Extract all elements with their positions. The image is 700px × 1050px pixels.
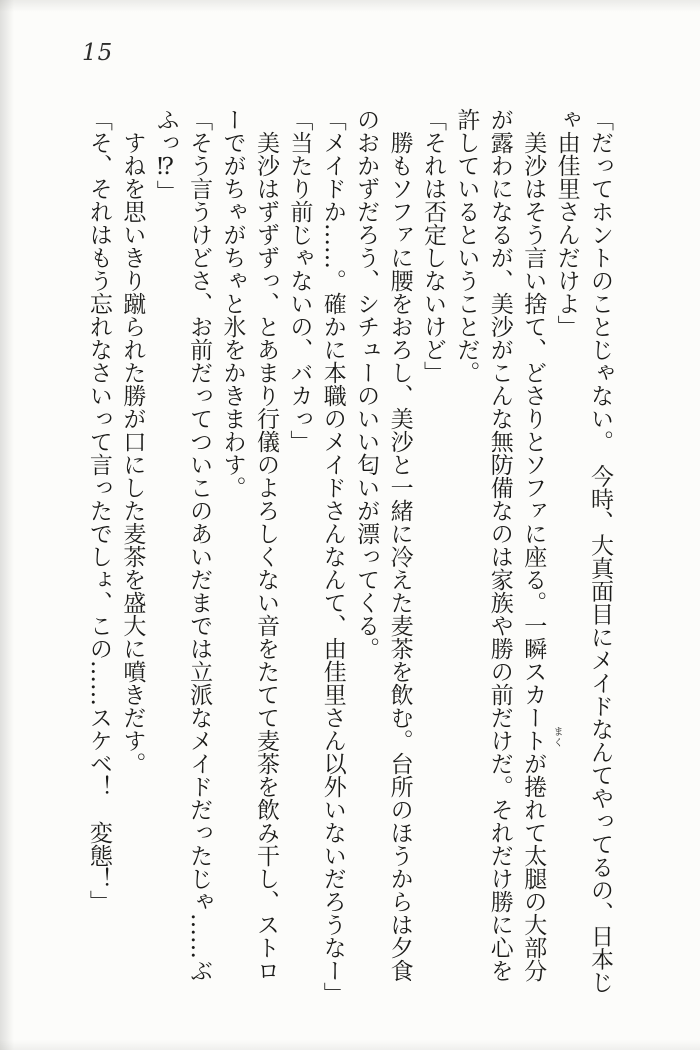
text-line-3: 美沙はそう言い捨て、どさりとソファに座る。一瞬スカートが捲れて太腿の大部分 [520, 108, 547, 982]
text-line-12: ーでがちゃがちゃと氷をかきまわす。 [219, 108, 246, 499]
vertical-text-block [80, 108, 616, 1013]
text-line-1: 「だってホントのことじゃない。 今時、大真面目にメイドなんてやってるの、日本じ [587, 108, 613, 994]
text-line-16: 「そ、それはもう忘れなさいって言ったでしょ、この……スケベ！ 変態！」 [85, 108, 112, 913]
page-edge-shadow-left [0, 0, 14, 1050]
page-edge-shadow-bottom [0, 1040, 700, 1050]
text-line-11: 美沙はずずずっ、とあまり行儀のよろしくない音をたてて麦茶を飲み干し、ストロ [252, 108, 279, 982]
text-line-15: すねを思いきり蹴られた勝が口にした麦茶を盛大に噴きだす。 [119, 108, 146, 775]
text-line-13: 「そう言うけどさ、お前だってついこのあいだまでは立派なメイドだったじゃ……ぶ [186, 108, 213, 982]
text-line-10: 「当たり前じゃないの、バカっ」 [286, 108, 313, 453]
text-line-7: 勝もソファに腰をおろし、美沙と一緒に冷えた麦茶を飲む。台所のほうからは夕食 [386, 108, 413, 982]
text-line-2: ゃ由佳里さんだけよ」 [553, 108, 580, 338]
furigana-maku: まく [551, 726, 562, 748]
text-line-5: 許しているということだ。 [453, 108, 480, 384]
text-line-14: ふっ⁉」 [152, 108, 179, 203]
page-edge-shadow-top [0, 0, 700, 12]
text-line-9: 「メイドか……。確かに本職のメイドさんなんて、由佳里さん以外いないだろうなー」 [319, 108, 346, 1005]
text-line-6: 「それは否定しないけど」 [419, 108, 446, 384]
page-number: 15 [82, 40, 114, 66]
text-line-8: のおかずだろう、シチューのいい匂いが漂ってくる。 [353, 108, 380, 660]
text-line-4: が露わになるが、美沙がこんな無防備なのは家族や勝の前だけだ。それだけ勝に心を [486, 108, 513, 982]
